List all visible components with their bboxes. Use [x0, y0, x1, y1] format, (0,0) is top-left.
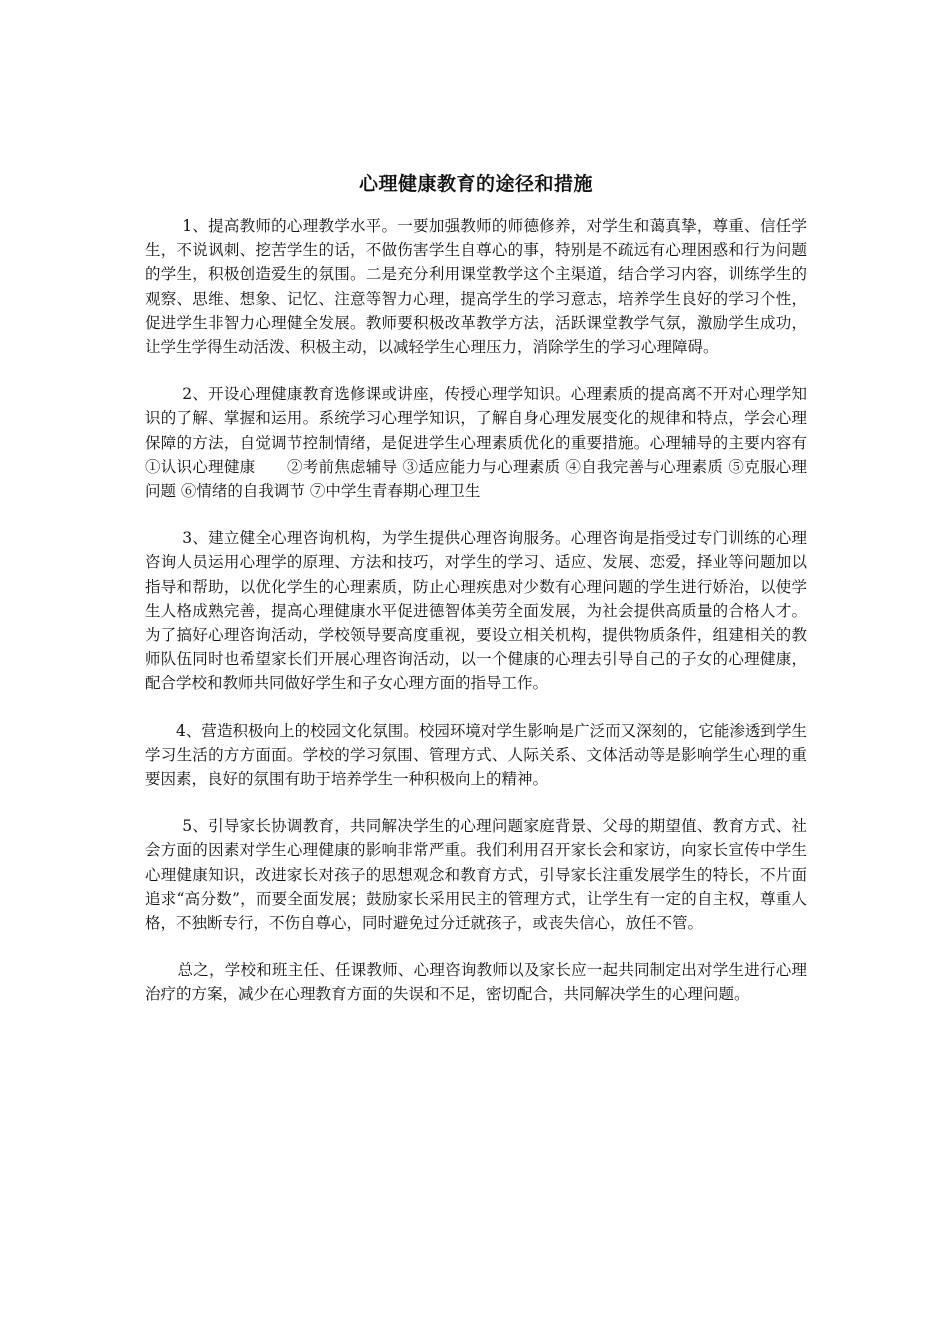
paragraph-2: 2、开设心理健康教育选修课或讲座，传授心理学知识。心理素质的提高离不开对心理学知识的了解、掌握和运用。系统学习心理学知识，了解自身心理发展变化的规律和特点，学会心理保障的方法，自觉调节控制情绪，是促进学生心理素质优化的重要措施。心理辅导的主要内容有①认识心理健康 ②考前焦虑辅导 ③适应能力与心理素质 ④自我完善与心理素质 ⑤克服心理问题 ⑥情绪的自我调节 ⑦中学生青春期心理卫生	[145, 385, 807, 501]
document-page	[145, 170, 807, 1030]
paragraph-4: 4、营造积极向上的校园文化氛围。校园环境对学生影响是广泛而又深刻的，它能渗透到学生学习生活的方方面面。学校的学习氛围、管理方式、人际关系、文体活动等是影响学生心理的重要因素，良好的氛围有助于培养学生一种积极向上的精神。	[145, 721, 807, 789]
document-title: 心理健康教育的途径和措施	[358, 173, 593, 195]
paragraph-1: 1、提高教师的心理教学水平。一要加强教师的师德修养，对学生和蔼真挚，尊重、信任学生，不说讽刺、挖苦学生的话，不做伤害学生自尊心的事，特别是不疏远有心理困惑和行为问题的学生，积极创造爱生的氛围。二是充分利用课堂教学这个主渠道，结合学习内容，训练学生的观察、思维、想象、记忆、注意等智力心理，提高学生的学习意志，培养学生良好的学习个性，促进学生非智力心理健全发展。教师要积极改革教学方法，活跃课堂教学气氛，激励学生成功，让学生学得生动活泼、积极主动，以减轻学生心理压力，消除学生的学习心理障碍。	[145, 217, 807, 357]
paragraph-5: 5、引导家长协调教育，共同解决学生的心理问题家庭背景、父母的期望值、教育方式、社会方面的因素对学生心理健康的影响非常严重。我们利用召开家长会和家访，向家长宣传中学生心理健康知识，改进家长对孩子的思想观念和教育方式，引导家长注重发展学生的特长，不片面追求“高分数”，而要全面发展；鼓励家长采用民主的管理方式，让学生有一定的自主权，尊重人格，不独断专行，不伤自尊心，同时避免过分迁就孩子，或丧失信心，放任不管。	[145, 817, 807, 933]
paragraph-3: 3、建立健全心理咨询机构，为学生提供心理咨询服务。心理咨询是指受过专门训练的心理咨询人员运用心理学的原理、方法和技巧，对学生的学习、适应、发展、恋爱，择业等问题加以指导和帮助，以优化学生的心理素质，防止心理疾患对少数有心理问题的学生进行娇治，以使学生人格成熟完善，提高心理健康水平促进德智体美劳全面发展，为社会提供高质量的合格人才。为了搞好心理咨询活动，学校领导要高度重视，要设立相关机构，提供物质条件，组建相关的教师队伍同时也希望家长们开展心理咨询活动，以一个健康的心理去引导自己的子女的心理健康，配合学校和教师共同做好学生和子女心理方面的指导工作。	[145, 529, 807, 693]
paragraph-6: 总之，学校和班主任、任课教师、心理咨询教师以及家长应一起共同制定出对学生进行心理治疗的方案，减少在心理教育方面的失误和不足，密切配合，共同解决学生的心理问题。	[145, 961, 807, 1004]
